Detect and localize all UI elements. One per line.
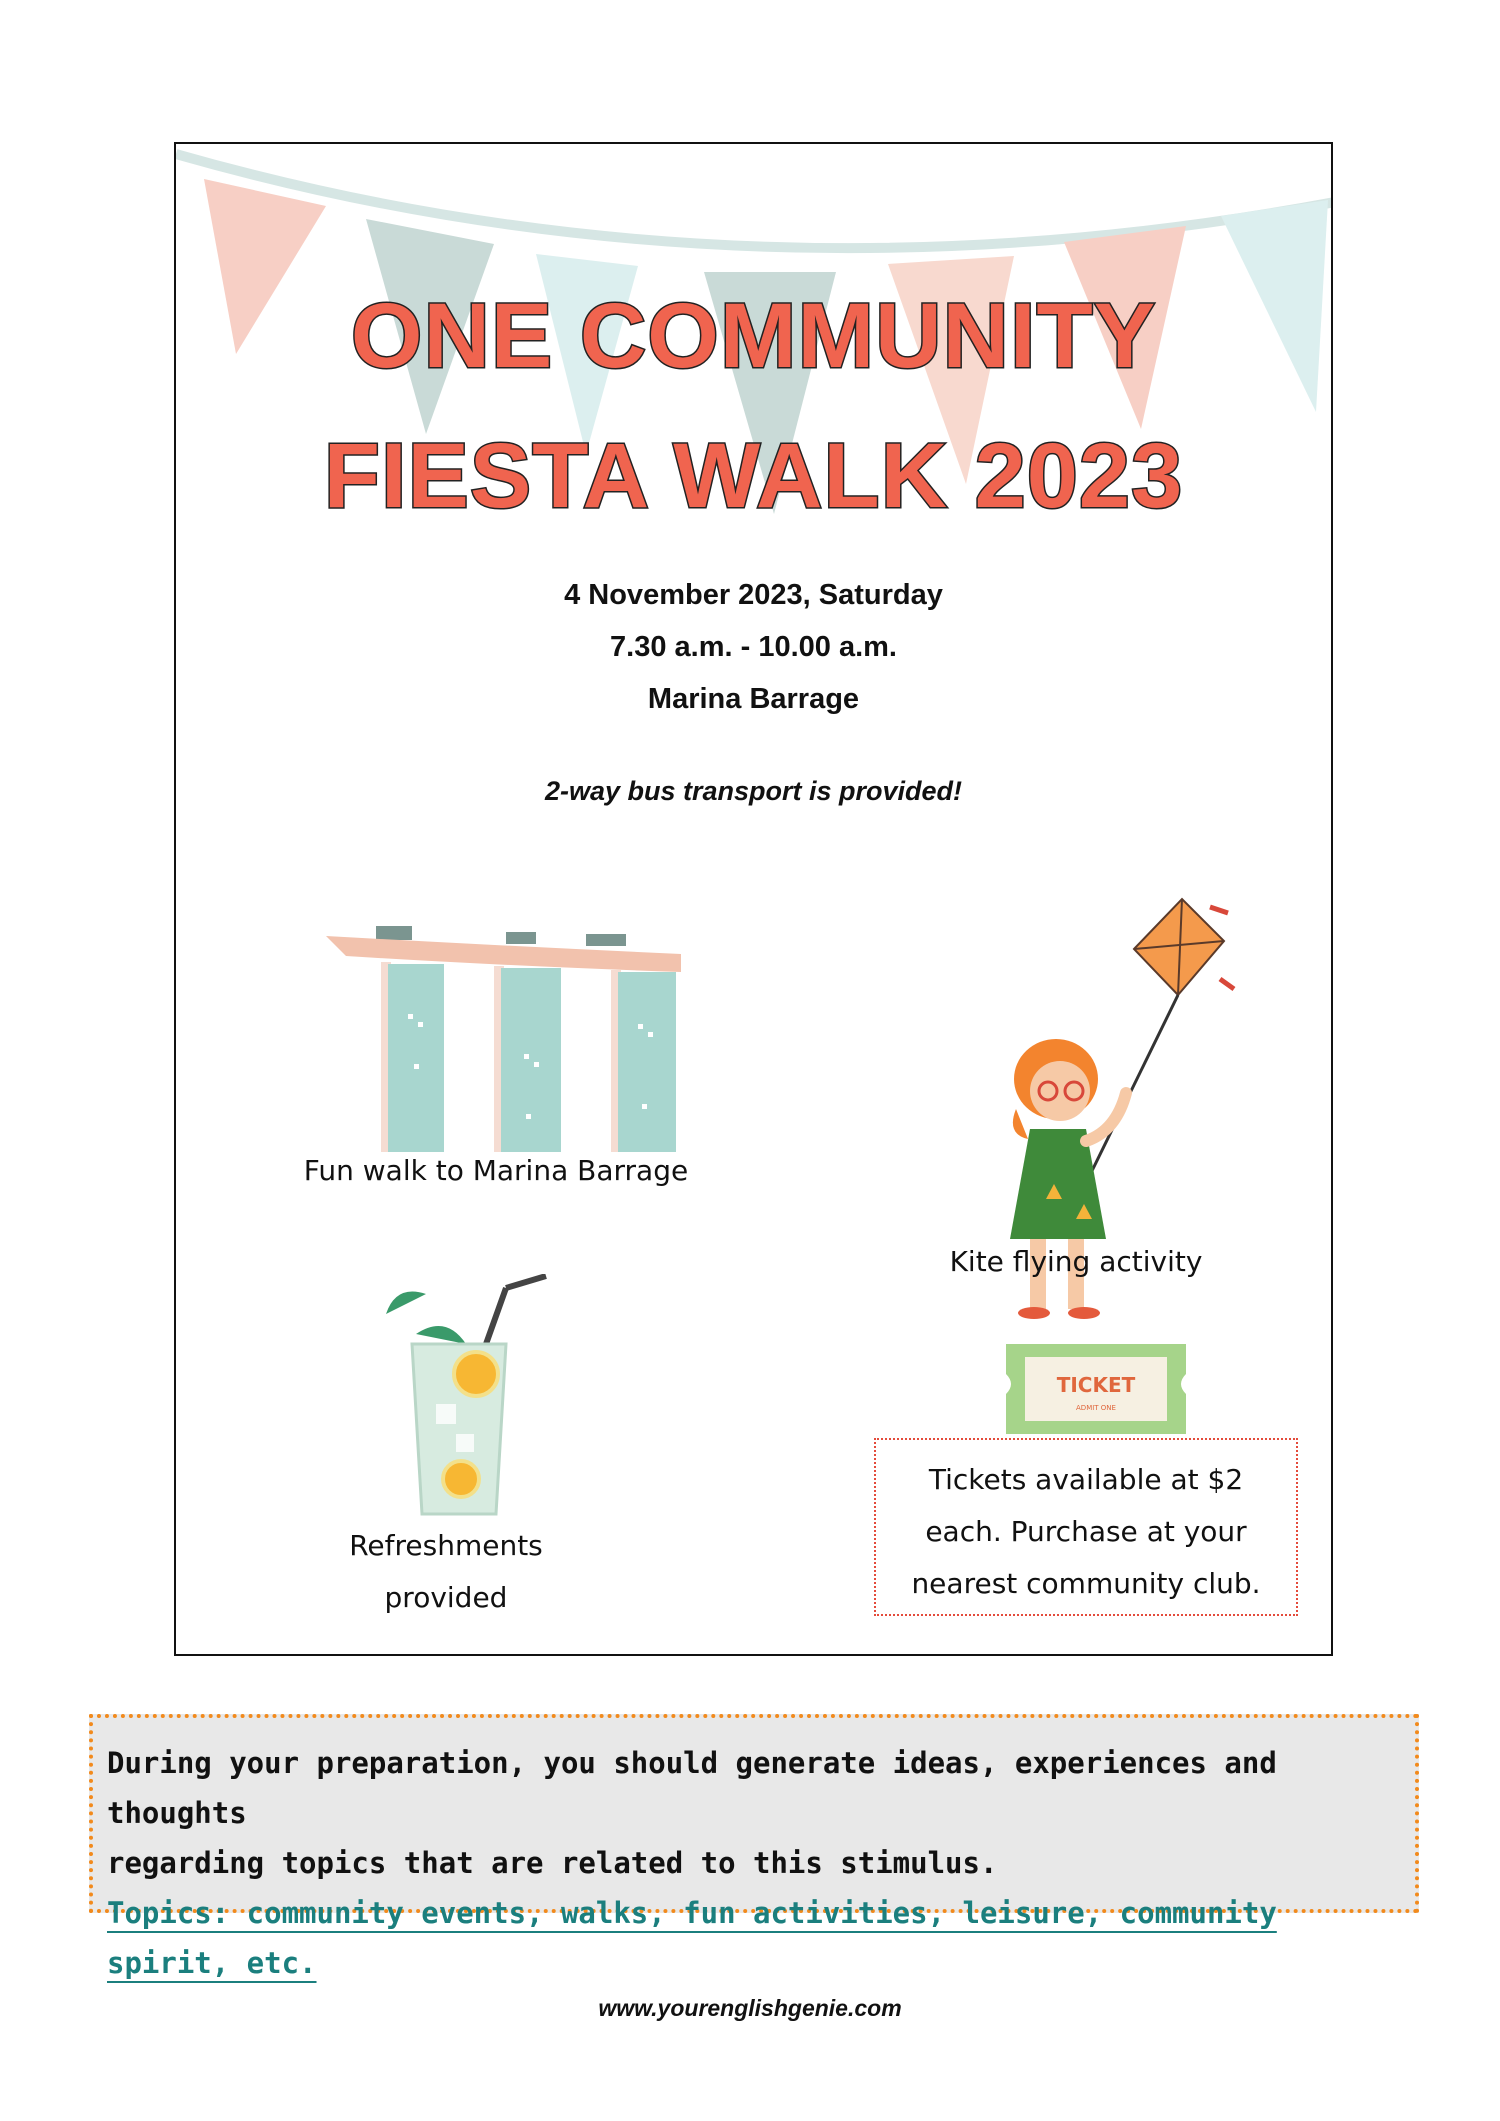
walk-caption: Fun walk to Marina Barrage — [303, 1154, 689, 1187]
poster-title-line2: FIESTA WALK 2023 — [323, 425, 1184, 527]
ticket-graphic-text: TICKET — [1056, 1373, 1136, 1397]
footer-url[interactable]: www.yourenglishgenie.com — [598, 1995, 902, 2021]
prep-topics: Topics: community events, walks, fun activities, leisure, community spirit, etc. — [107, 1896, 1277, 1980]
ticket-line1: Tickets available at $2 — [928, 1463, 1244, 1496]
marina-bay-sands-icon — [326, 914, 696, 1154]
event-time: 7.30 a.m. - 10.00 a.m. — [610, 631, 897, 663]
prep-line1: During your preparation, you should generate ideas, experiences and thoughts — [107, 1746, 1277, 1830]
ticket-line2: each. Purchase at your — [925, 1515, 1247, 1548]
drink-icon — [356, 1274, 556, 1534]
event-date: 4 November 2023, Saturday — [564, 579, 943, 611]
refreshments-line1: Refreshments — [349, 1529, 543, 1562]
preparation-box — [89, 1714, 1419, 1980]
ticket-graphic-sub: ADMIT ONE — [1076, 1404, 1116, 1412]
prep-line2: regarding topics that are related to this stimulus. — [107, 1846, 998, 1880]
ticket-info-box — [874, 1438, 1298, 1616]
transport-note: 2-way bus transport is provided! — [544, 776, 963, 806]
event-venue: Marina Barrage — [647, 683, 860, 715]
refreshments-line2: provided — [384, 1581, 508, 1614]
event-poster — [174, 142, 1333, 1656]
girl-kite-icon — [996, 879, 1316, 1379]
refreshments-caption — [296, 1520, 596, 1624]
kite-caption: Kite flying activity — [949, 1245, 1203, 1278]
event-details — [176, 569, 1331, 725]
poster-title-line1: ONE COMMUNITY — [350, 285, 1157, 387]
ticket-line3: nearest community club. — [911, 1567, 1261, 1600]
ticket-icon — [1006, 1344, 1186, 1434]
